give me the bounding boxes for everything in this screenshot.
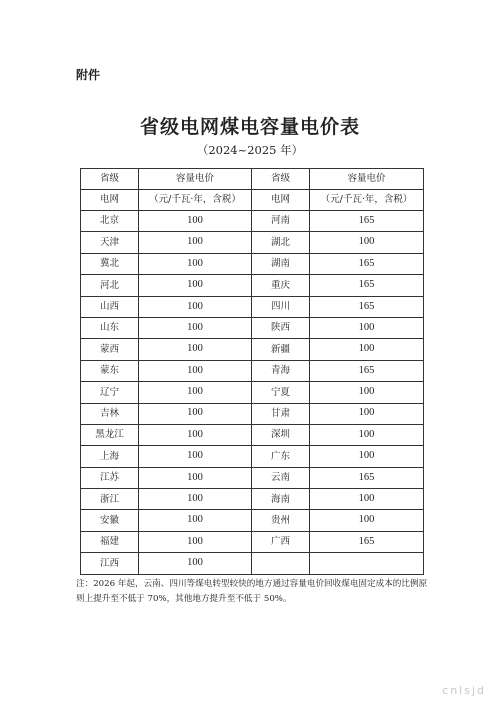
region-cell: 安徽: [81, 510, 139, 531]
region-cell: 北京: [81, 211, 139, 232]
price-cell: 100: [139, 510, 252, 531]
price-cell: 100: [139, 382, 252, 403]
watermark: cnlsjd: [442, 684, 486, 697]
region-cell: 青海: [252, 360, 310, 381]
header-region-right: 电网: [252, 190, 310, 211]
table-row: [81, 232, 424, 253]
footnote: 注：2026 年起，云南、四川等煤电转型较快的地方通过容量电价回收煤电固定成本的比例原则上提升至不低于 70%，其他地方提升至不低于 50%。: [76, 579, 428, 604]
table-row: [81, 467, 424, 488]
price-cell: [310, 553, 424, 574]
region-cell: 天津: [81, 232, 139, 253]
price-cell: 100: [139, 339, 252, 360]
header-region-left: 电网: [81, 190, 139, 211]
region-cell: 重庆: [252, 275, 310, 296]
table-row: [81, 382, 424, 403]
price-cell: 100: [139, 467, 252, 488]
header-unit-left: （元/千瓦·年，含税）: [139, 190, 252, 211]
table-row: [81, 317, 424, 338]
table-row: [81, 553, 424, 574]
price-cell: 100: [139, 275, 252, 296]
region-cell: 广西: [252, 531, 310, 552]
price-cell: 100: [310, 317, 424, 338]
region-cell: 黑龙江: [81, 424, 139, 445]
region-cell: [252, 553, 310, 574]
price-cell: 165: [310, 296, 424, 317]
region-cell: 深圳: [252, 424, 310, 445]
price-cell: 100: [139, 531, 252, 552]
price-cell: 100: [139, 446, 252, 467]
region-cell: 广东: [252, 446, 310, 467]
price-cell: 100: [139, 317, 252, 338]
price-cell: 100: [310, 446, 424, 467]
region-cell: 山西: [81, 296, 139, 317]
price-cell: 165: [310, 275, 424, 296]
region-cell: 福建: [81, 531, 139, 552]
region-cell: 上海: [81, 446, 139, 467]
price-cell: 165: [310, 467, 424, 488]
region-cell: 江西: [81, 553, 139, 574]
region-cell: 河南: [252, 211, 310, 232]
region-cell: 河北: [81, 275, 139, 296]
table-row: [81, 275, 424, 296]
region-cell: 冀北: [81, 253, 139, 274]
table-row: [81, 424, 424, 445]
header-price-left: 容量电价: [139, 169, 252, 190]
table-row: [81, 253, 424, 274]
price-cell: 165: [310, 531, 424, 552]
region-cell: 湖南: [252, 253, 310, 274]
header-region-right: 省级: [252, 169, 310, 190]
region-cell: 吉林: [81, 403, 139, 424]
price-cell: 100: [310, 339, 424, 360]
region-cell: 新疆: [252, 339, 310, 360]
region-cell: 山东: [81, 317, 139, 338]
region-cell: 宁夏: [252, 382, 310, 403]
price-cell: 100: [310, 403, 424, 424]
price-cell: 165: [310, 360, 424, 381]
price-cell: 100: [139, 296, 252, 317]
table-row: [81, 360, 424, 381]
region-cell: 辽宁: [81, 382, 139, 403]
table-row: [81, 403, 424, 424]
price-cell: 100: [139, 553, 252, 574]
price-cell: 100: [139, 253, 252, 274]
region-cell: 江苏: [81, 467, 139, 488]
price-cell: 100: [139, 211, 252, 232]
price-cell: 100: [310, 382, 424, 403]
region-cell: 云南: [252, 467, 310, 488]
table-row: [81, 510, 424, 531]
price-cell: 100: [139, 403, 252, 424]
price-cell: 100: [139, 489, 252, 510]
capacity-price-table: [80, 168, 424, 575]
table-row: [81, 489, 424, 510]
price-cell: 100: [139, 360, 252, 381]
region-cell: 浙江: [81, 489, 139, 510]
region-cell: 陕西: [252, 317, 310, 338]
region-cell: 蒙东: [81, 360, 139, 381]
price-cell: 100: [139, 232, 252, 253]
price-cell: 100: [310, 510, 424, 531]
table-row: [81, 211, 424, 232]
region-cell: 甘肃: [252, 403, 310, 424]
table-row: [81, 531, 424, 552]
price-cell: 165: [310, 253, 424, 274]
region-cell: 海南: [252, 489, 310, 510]
table-header-row: [81, 169, 424, 190]
document-title: 省级电网煤电容量电价表: [139, 116, 360, 138]
price-cell: 100: [310, 424, 424, 445]
region-cell: 贵州: [252, 510, 310, 531]
table-row: [81, 339, 424, 360]
header-unit-right: （元/千瓦·年，含税）: [310, 190, 424, 211]
table-row: [81, 446, 424, 467]
price-cell: 100: [139, 424, 252, 445]
header-region-left: 省级: [81, 169, 139, 190]
header-price-right: 容量电价: [310, 169, 424, 190]
region-cell: 湖北: [252, 232, 310, 253]
region-cell: 四川: [252, 296, 310, 317]
table-row: [81, 296, 424, 317]
price-cell: 100: [310, 232, 424, 253]
price-cell: 100: [310, 489, 424, 510]
attachment-label: 附件: [76, 68, 101, 82]
price-cell: 165: [310, 211, 424, 232]
table-header-row: [81, 190, 424, 211]
region-cell: 蒙西: [81, 339, 139, 360]
document-subtitle: （2024~2025 年）: [196, 143, 304, 157]
